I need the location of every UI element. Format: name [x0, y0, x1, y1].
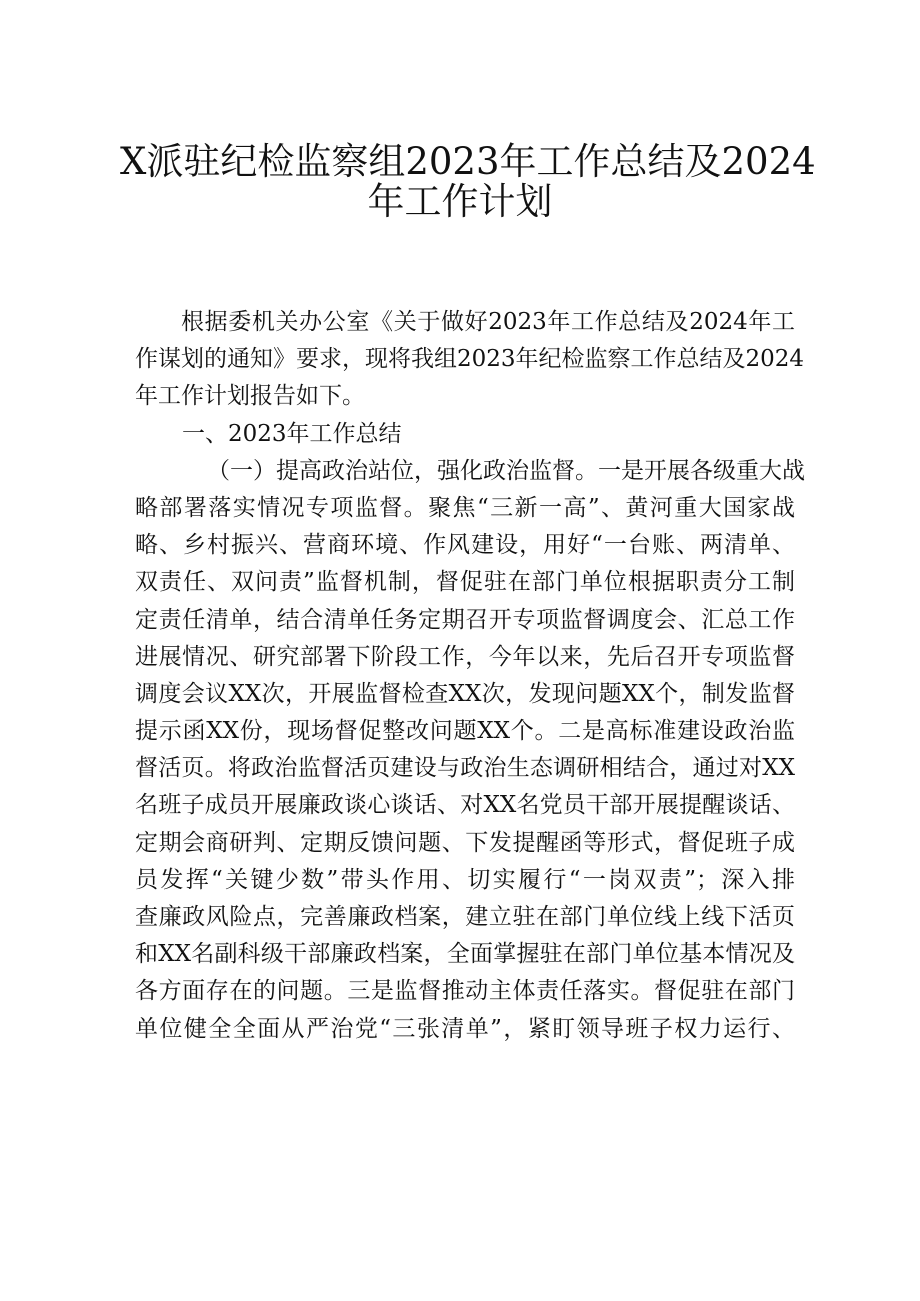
paragraph-line: 名班子成员开展廉政谈心谈话、对XX名党员干部开展提醒谈话、: [135, 792, 795, 819]
paragraph-line: 定期会商研判、定期反馈问题、下发提醒函等形式，督促班子成: [135, 829, 795, 856]
paragraph-line: 略、乡村振兴、营商环境、作风建设，用好“一台账、两清单、: [135, 532, 795, 559]
paragraph-line: 督活页。将政治监督活页建设与政治生态调研相结合，通过对XX: [135, 755, 795, 782]
paragraph-line: 各方面存在的问题。三是监督推动主体责任落实。督促驻在部门: [135, 978, 795, 1005]
paragraph-line: 和XX名副科级干部廉政档案，全面掌握驻在部门单位基本情况及: [135, 941, 795, 968]
paragraph-line: 员发挥“关键少数”带头作用、切实履行“一岗双责”；深入排: [135, 866, 795, 893]
document-body: [135, 304, 805, 1048]
intro-line: 作谋划的通知》要求，现将我组2023年纪检监察工作总结及2024: [135, 346, 805, 373]
document-title-line-2: 年工作计划: [367, 180, 553, 223]
intro-line: 年工作计划报告如下。: [135, 383, 365, 410]
document-title-line-1: X派驻纪检监察组2023年工作总结及2024: [120, 140, 816, 183]
paragraph-line: 单位健全全面从严治党“三张清单”，紧盯领导班子权力运行、: [135, 1015, 795, 1042]
paragraph-line: 定责任清单，结合清单任务定期召开专项监督调度会、汇总工作: [135, 606, 795, 633]
paragraph-line: 提示函XX份，现场督促整改问题XX个。二是高标准建设政治监: [135, 718, 795, 745]
paragraph-line: （一）提高政治站位，强化政治监督。一是开展各级重大战: [207, 457, 805, 484]
paragraph-line: 查廉政风险点，完善廉政档案，建立驻在部门单位线上线下活页: [135, 904, 795, 930]
intro-line: 根据委机关办公室《关于做好2023年工作总结及2024年工: [181, 309, 795, 335]
paragraph-line: 略部署落实情况专项监督。聚焦“三新一高”、黄河重大国家战: [135, 494, 795, 521]
paragraph-line: 双责任、双问责”监督机制，督促驻在部门单位根据职责分工制: [135, 569, 795, 596]
paragraph-line: 调度会议XX次，开展监督检查XX次，发现问题XX个，制发监督: [135, 680, 795, 707]
section-heading: 一、2023年工作总结: [182, 420, 402, 447]
paragraph-line: 进展情况、研究部署下阶段工作，今年以来，先后召开专项监督: [135, 643, 795, 670]
